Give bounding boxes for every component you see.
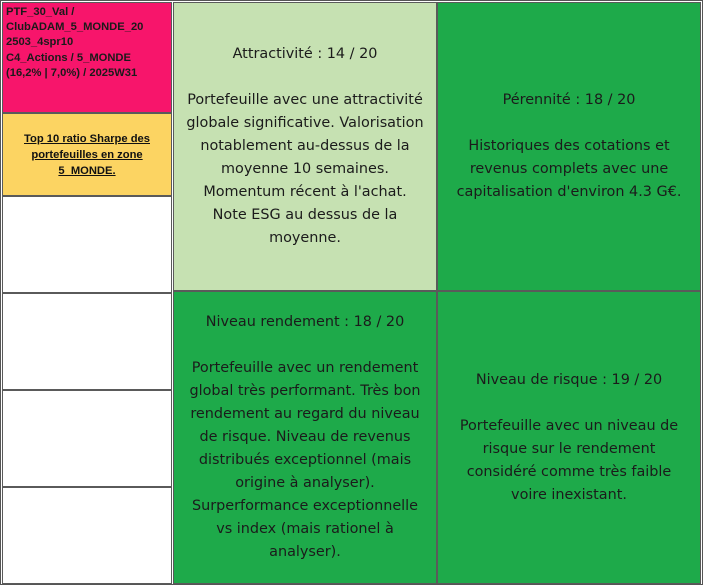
empty-cell: [2, 390, 172, 487]
portfolio-title-line: PTF_30_Val /: [6, 6, 75, 18]
panel-text-line: analyser).: [269, 544, 341, 560]
portfolio-title-line: C4_Actions / 5_MONDE: [6, 51, 131, 64]
panel-text-line: Portefeuille avec un rendement: [191, 360, 419, 376]
panel-text-line: rendement au regard du niveau: [190, 406, 420, 422]
risque-title: Niveau de risque : 19 / 20: [475, 371, 663, 388]
rendement-panel: [173, 291, 437, 584]
panel-text-line: global très performant. Très bon: [189, 383, 421, 399]
panel-text-line: voire inexistant.: [511, 486, 627, 503]
attractivite-panel: [173, 2, 437, 291]
empty-cell: [2, 196, 172, 293]
risque-panel: [437, 291, 701, 584]
panel-text-line: notablement au-dessus de la: [200, 138, 410, 154]
panel-text-line: Surperformance exceptionnelle: [191, 498, 419, 514]
empty-cell: [2, 293, 172, 390]
panel-text-line: globale significative. Valorisation: [186, 115, 424, 131]
portfolio-title-cell: [2, 2, 172, 113]
perennite-title: Pérennité : 18 / 20: [502, 92, 636, 108]
top10-line: Top 10 ratio Sharpe des: [24, 132, 150, 145]
panel-text-line: considéré comme très faible: [466, 463, 672, 480]
panel-text-line: moyenne.: [269, 230, 341, 246]
portfolio-title-line: 2503_4spr10: [6, 36, 74, 49]
panel-text-line: revenus complets avec une: [469, 161, 669, 177]
panel-text-line: Momentum récent à l'achat.: [203, 184, 407, 200]
portfolio-title-line: ClubADAM_5_MONDE_20: [6, 21, 144, 34]
rendement-title: Niveau rendement : 18 / 20: [205, 314, 405, 330]
panel-text-line: distribués exceptionnel (mais: [198, 452, 412, 468]
panel-text-line: Portefeuille avec une attractivité: [187, 92, 423, 108]
panel-text-line: origine à analyser).: [235, 475, 375, 491]
panel-text-line: Note ESG au dessus de la: [212, 207, 398, 223]
top10-line: 5_MONDE.: [58, 164, 116, 177]
attractivite-title: Attractivité : 14 / 20: [232, 46, 378, 62]
top10-line: portefeuilles en zone: [31, 148, 143, 161]
panel-text-line: de risque. Niveau de revenus: [199, 429, 411, 445]
perennite-panel: [437, 2, 701, 291]
panel-text-line: moyenne 10 semaines.: [221, 161, 389, 177]
empty-cell: [2, 487, 172, 584]
panel-text-line: capitalisation d'environ 4.3 G€.: [456, 184, 682, 200]
top10-sharpe-cell: [2, 113, 172, 196]
panel-text-line: vs index (mais rationel à: [216, 521, 394, 537]
panel-text-line: risque sur le rendement: [482, 440, 656, 457]
panel-text-line: Portefeuille avec un niveau de: [459, 417, 679, 434]
panel-text-line: Historiques des cotations et: [468, 138, 670, 154]
portfolio-title-line: (16,2% | 7,0%) / 2025W31: [6, 66, 138, 79]
